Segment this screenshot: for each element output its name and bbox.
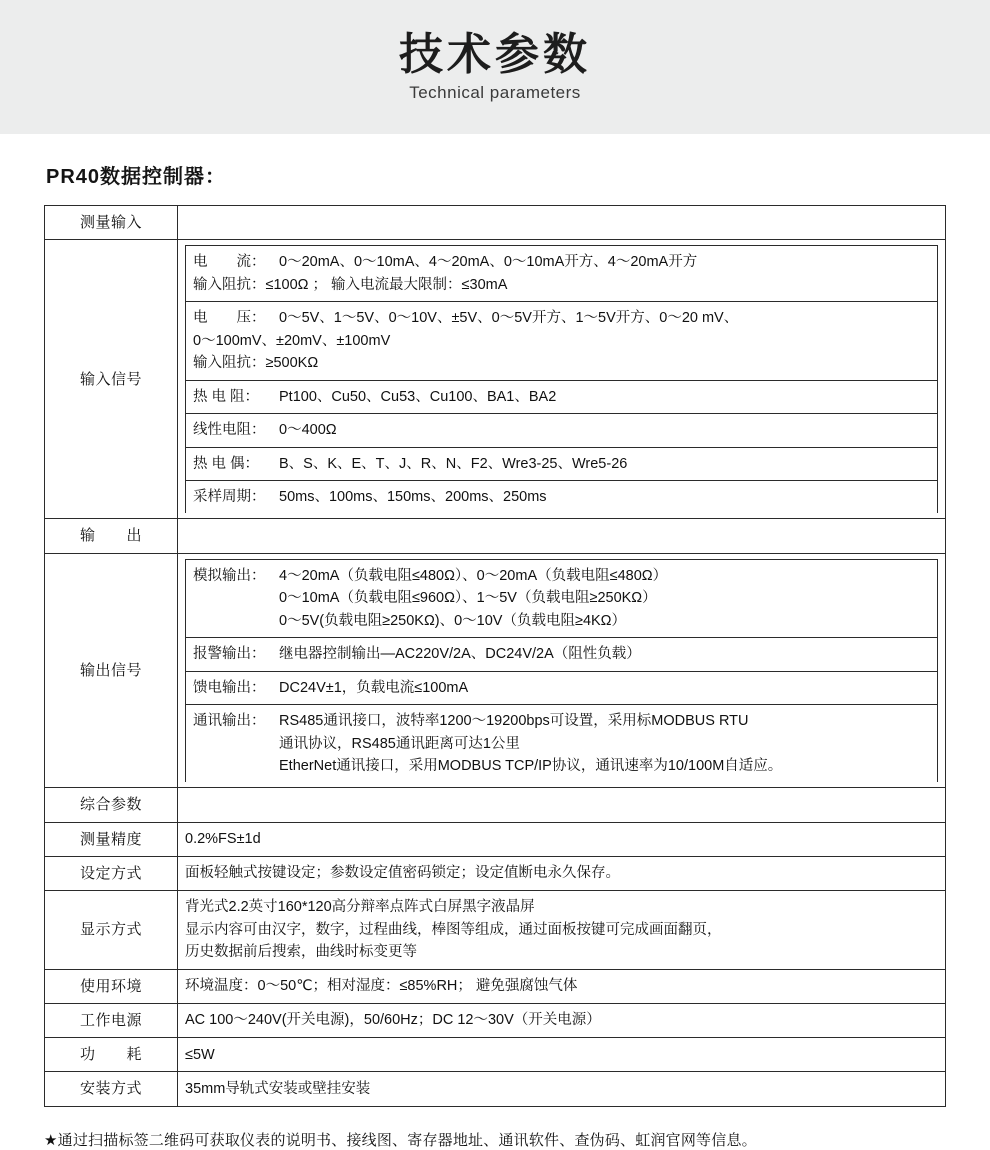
subrow-thermocouple — [186, 447, 938, 480]
row-label: 设定方式 — [45, 856, 178, 890]
subrow-value: RS485通讯接口，波特率1200～19200bps可设置，采用标MODBUS RTU — [279, 713, 749, 730]
subrow-key: 报警输出： — [193, 646, 266, 663]
subrow-value: B、S、K、E、T、J、R、N、F2、Wre3-25、Wre5-26 — [279, 455, 628, 472]
input-signal-subtable — [185, 245, 938, 513]
subrow-analog-output — [186, 559, 938, 637]
subrow-alarm-output — [186, 638, 938, 671]
row-line: 显示内容可由汉字，数字，过程曲线，棒图等组成，通过面板按键可完成画面翻页， — [185, 921, 722, 938]
subrow-value: 4～20mA（负载电阻≤480Ω）、0～20mA（负载电阻≤480Ω） — [279, 567, 668, 584]
row-value: AC 100～240V(开关电源)，50/60Hz；DC 12～30V（开关电源） — [178, 1003, 946, 1037]
subrow-sampling-period — [186, 481, 938, 514]
row-line: 背光式2.2英寸160*120高分辩率点阵式白屏黑字液晶屏 — [185, 899, 535, 916]
table-row — [45, 240, 946, 519]
table-row — [45, 856, 946, 890]
section-title: PR40数据控制器： — [46, 166, 227, 188]
table-row — [45, 553, 946, 788]
subrow-voltage — [186, 302, 938, 380]
subrow-line: 输入阻抗：≥500KΩ — [193, 355, 319, 372]
row-value — [178, 240, 946, 519]
subrow-value: DC24V±1，负载电流≤100mA — [279, 679, 469, 696]
subrow-line: 0～5V(负载电阻≥250KΩ)、0～10V（负载电阻≥4KΩ） — [279, 612, 627, 629]
row-value — [178, 553, 946, 788]
output-signal-subtable — [185, 559, 938, 783]
table-row — [45, 1038, 946, 1072]
subrow-key: 电 压： — [193, 310, 266, 327]
subrow-value: 继电器控制输出—AC220V/2A、DC24V/2A（阻性负载） — [279, 646, 641, 663]
subrow-power-feed-output — [186, 671, 938, 704]
subrow-key: 通讯输出： — [193, 713, 266, 730]
row-label: 显示方式 — [45, 891, 178, 969]
row-value: 面板轻触式按键设定；参数设定值密码锁定；设定值断电永久保存。 — [178, 856, 946, 890]
subrow-line: 0～10mA（负载电阻≤960Ω）、1～5V（负载电阻≥250KΩ） — [279, 590, 657, 607]
subrow-line: 0～100mV、±20mV、±100mV — [193, 332, 391, 349]
row-label: 输 出 — [45, 519, 178, 553]
table-row — [45, 1003, 946, 1037]
row-value — [178, 519, 946, 553]
row-label: 输入信号 — [45, 240, 178, 519]
subrow-key: 热 电 阻： — [193, 388, 260, 405]
subrow-key: 馈电输出： — [193, 679, 266, 696]
row-value: ≤5W — [178, 1038, 946, 1072]
row-label: 测量输入 — [45, 206, 178, 240]
subrow-line: 输入阻抗：≤100Ω ； 输入电流最大限制：≤30mA — [193, 276, 508, 293]
table-row — [45, 969, 946, 1003]
table-row — [45, 788, 946, 822]
subrow-key: 电 流： — [193, 254, 266, 271]
subrow-value: 0～5V、1～5V、0～10V、±5V、0～5V开方、1～5V开方、0～20 mV、 — [279, 310, 739, 327]
row-label: 测量精度 — [45, 822, 178, 856]
row-label: 安装方式 — [45, 1072, 178, 1106]
subrow-value: 0～400Ω — [279, 422, 337, 439]
page-banner — [0, 0, 990, 134]
row-label: 工作电源 — [45, 1003, 178, 1037]
subrow-value: 0～20mA、0～10mA、4～20mA、0～10mA开方、4～20mA开方 — [279, 254, 698, 271]
subrow-key: 线性电阻： — [193, 422, 266, 439]
row-value — [178, 206, 946, 240]
page-body — [0, 160, 990, 1150]
banner-title: 技术参数 — [399, 29, 591, 79]
row-value: 0.2%FS±1d — [178, 822, 946, 856]
table-row — [45, 891, 946, 969]
subrow-key: 采样周期： — [193, 489, 266, 505]
row-label: 输出信号 — [45, 553, 178, 788]
subrow-linear-resistance — [186, 414, 938, 447]
row-label: 功 耗 — [45, 1038, 178, 1072]
footnote: ★通过扫描标签二维码可获取仪表的说明书、接线图、寄存器地址、通讯软件、查伪码、虹润官网等信息。 — [44, 1131, 757, 1149]
table-row — [45, 822, 946, 856]
subrow-communication-output — [186, 705, 938, 783]
row-value: 35mm导轨式安装或壁挂安装 — [178, 1072, 946, 1106]
subrow-current — [186, 246, 938, 302]
banner-subtitle: Technical parameters — [409, 83, 581, 103]
table-row — [45, 1072, 946, 1106]
row-label: 使用环境 — [45, 969, 178, 1003]
subrow-line: EtherNet通讯接口，采用MODBUS TCP/IP协议，通讯速率为10/100M自适应。 — [279, 758, 783, 774]
row-value — [178, 891, 946, 969]
subrow-key: 热 电 偶： — [193, 455, 260, 472]
specifications-table — [44, 205, 946, 1107]
row-label: 综合参数 — [45, 788, 178, 822]
row-line: 历史数据前后搜索，曲线时标变更等 — [185, 944, 417, 961]
table-row — [45, 519, 946, 553]
subrow-line: 通讯协议，RS485通讯距离可达1公里 — [279, 735, 520, 752]
subrow-value: 50ms、100ms、150ms、200ms、250ms — [279, 489, 547, 505]
subrow-rtd — [186, 380, 938, 413]
row-value — [178, 788, 946, 822]
subrow-value: Pt100、Cu50、Cu53、Cu100、BA1、BA2 — [279, 388, 557, 405]
subrow-key: 模拟输出： — [193, 567, 266, 584]
row-value: 环境温度：0～50℃；相对湿度：≤85%RH； 避免强腐蚀气体 — [178, 969, 946, 1003]
table-row — [45, 206, 946, 240]
